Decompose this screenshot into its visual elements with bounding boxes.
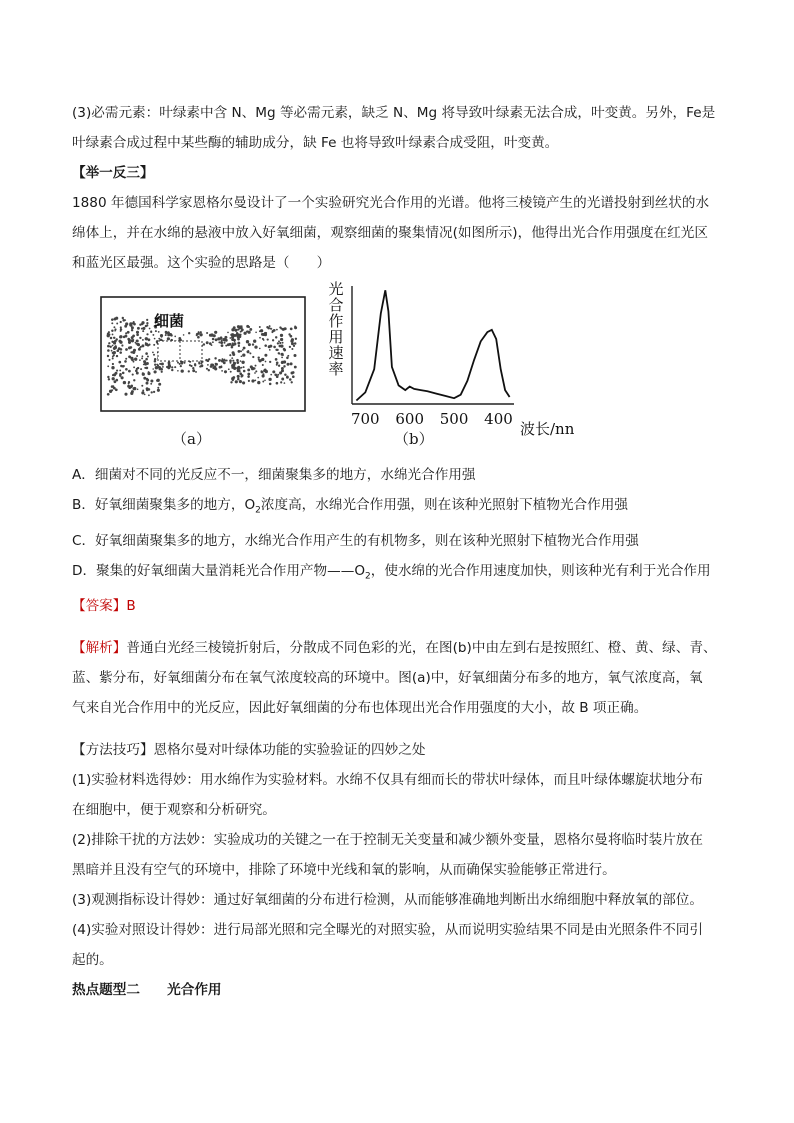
x-tick-label: 500 xyxy=(439,410,469,428)
paragraph-line: 叶绿素合成过程中某些酶的辅助成分，缺 Fe 也将导致叶绿素合成受阻，叶变黄。 xyxy=(72,135,559,151)
question-line: 绵体上，并在水绵的悬液中放入好氧细菌，观察细菌的聚集情况(如图所示)，他得出光合作用强度在红光区 xyxy=(72,225,708,241)
series-line xyxy=(356,290,509,400)
y-axis-label-char: 光 xyxy=(328,280,344,298)
figure-a-label: 细菌 xyxy=(154,312,185,330)
analysis-line: 【解析】普通白光经三棱镜折射后，分散成不同色彩的光，在图(b)中由左到右是按照红、橙、黄、绿、青、 xyxy=(72,640,717,657)
paragraph-line: (3)必需元素：叶绿素中含 N、Mg 等必需元素，缺乏 N、Mg 将导致叶绿素无法合成，叶变黄。另外，Fe是 xyxy=(72,105,716,121)
x-axis-label: 波长/nn xyxy=(520,420,575,438)
figures xyxy=(72,282,732,460)
document-page xyxy=(72,98,732,1005)
question-line: 和蓝光区最强。这个实验的思路是（ ） xyxy=(72,255,331,271)
method-line: 在细胞中，便于观察和分析研究。 xyxy=(72,802,276,819)
figure-b-caption: （b） xyxy=(394,430,434,448)
question-line: 1880 年德国科学家恩格尔曼设计了一个实验研究光合作用的光谱。他将三棱镜产生的光谱投射到丝状的水 xyxy=(72,195,710,211)
method-line: (3)观测指标设计得妙：通过好氧细菌的分布进行检测，从而能够准确地判断出水绵细胞中释放氧的部位。 xyxy=(72,892,703,909)
option-b: B．好氧细菌聚集多的地方，$O_2$浓度高，水绵光合作用强，则在该种光照射下植物光合作用强 xyxy=(72,497,628,516)
method-line: 起的。 xyxy=(72,952,113,969)
x-tick-label: 700 xyxy=(350,410,380,428)
x-tick-label: 600 xyxy=(395,410,425,428)
method-line: (4)实验对照设计得妙：进行局部光照和完全曝光的对照实验，从而说明实验结果不同是由光照条件不同引 xyxy=(72,922,703,939)
method-line: (1)实验材料选得妙：用水绵作为实验材料。水绵不仅具有细而长的带状叶绿体，而且叶绿体螺旋状地分布 xyxy=(72,772,703,789)
analysis-line: 气来自光合作用中的光反应，因此好氧细菌的分布也体现出光合作用强度的大小，故 B 项正确。 xyxy=(72,700,648,717)
y-axis-label-char: 速 xyxy=(328,344,344,362)
figure-b-chart xyxy=(324,274,594,446)
method-line: 黑暗并且没有空气的环境中，排除了环境中光线和氧的影响，从而确保实验能够正常进行。 xyxy=(72,862,616,879)
method-title: 【方法技巧】恩格尔曼对叶绿体功能的实验验证的四妙之处 xyxy=(72,742,426,759)
option-c: C．好氧细菌聚集多的地方，水绵光合作用产生的有机物多，则在该种光照射下植物光合作用强 xyxy=(72,532,639,549)
option-a: A．细菌对不同的光反应不一，细菌聚集多的地方，水绵光合作用强 xyxy=(72,467,476,483)
analysis-line: 蓝、紫分布，好氧细菌分布在氧气浓度较高的环境中。图(a)中，好氧细菌分布多的地方，氧气浓度高，氧 xyxy=(72,670,703,687)
answer: 【答案】B xyxy=(72,598,136,615)
analysis-label: 【解析】 xyxy=(72,640,127,657)
section-title: 【举一反三】 xyxy=(72,165,154,181)
y-axis-label-char: 用 xyxy=(328,328,344,346)
y-axis-label-char: 合 xyxy=(328,296,344,314)
figure-a-diagram xyxy=(100,296,306,412)
y-axis-label-char: 作 xyxy=(328,312,344,330)
hot-topic-heading: 热点题型二 光合作用 xyxy=(72,982,222,999)
y-axis-label-char: 率 xyxy=(328,360,344,378)
figure-a-caption: （a） xyxy=(172,430,211,448)
method-line: (2)排除干扰的方法妙：实验成功的关键之一在于控制无关变量和减少额外变量，恩格尔曼将临时装片放在 xyxy=(72,832,703,849)
x-tick-label: 400 xyxy=(484,410,513,428)
option-d: D．聚集的好氧细菌大量消耗光合作用产物$——O_2$，使水绵的光合作用速度加快，则该种光有利于光合作用 xyxy=(72,562,711,582)
